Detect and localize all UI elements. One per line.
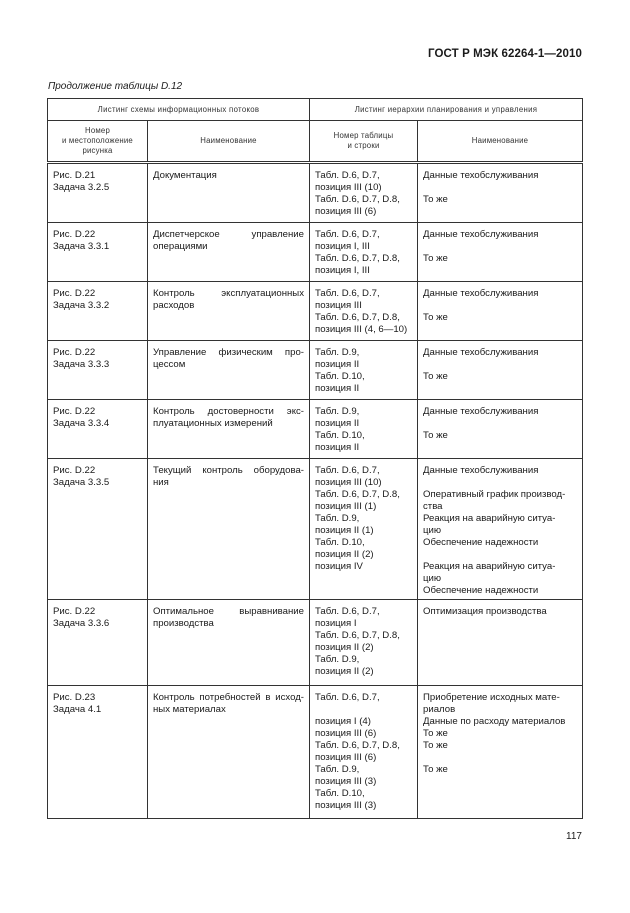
cell-line: Табл. D.6, D.7, bbox=[315, 288, 380, 299]
cell-figure bbox=[48, 223, 148, 282]
cell-line: Данные по расходу материалов bbox=[423, 716, 566, 727]
column-header-figure bbox=[48, 121, 148, 163]
cell-line: Рис. D.22 bbox=[53, 347, 96, 358]
cell-line: Табл. D.6, D.7, D.8, bbox=[315, 740, 400, 751]
cell-line: Рис. D.22 bbox=[53, 606, 96, 617]
cell-figure bbox=[48, 459, 148, 600]
cell-table-ref bbox=[310, 400, 418, 459]
cell-line: Табл. D.6, D.7, bbox=[315, 229, 380, 240]
cell-line: Рис. D.22 bbox=[53, 465, 96, 476]
cell-line: позиция II (1) bbox=[315, 525, 374, 536]
table-row bbox=[48, 686, 583, 819]
cell-line: Контроль достоверности экс- bbox=[153, 406, 304, 417]
cell-data-name bbox=[418, 400, 583, 459]
group-header-planning-hierarchy: Листинг иерархии планирования и управления bbox=[310, 99, 583, 121]
cell-table-ref bbox=[310, 686, 418, 819]
cell-line: позиция III (1) bbox=[315, 501, 377, 512]
document-code: ГОСТ Р МЭК 62264-1—2010 bbox=[428, 48, 582, 60]
cell-name bbox=[148, 459, 310, 600]
cell-data-name bbox=[418, 600, 583, 686]
cell-table-ref bbox=[310, 223, 418, 282]
cell-line: Обеспечение надежности bbox=[423, 537, 539, 548]
table-row bbox=[48, 341, 583, 400]
column-header-table-ref bbox=[310, 121, 418, 163]
cell-line: Данные техобслуживания bbox=[423, 347, 539, 358]
cell-line: позиция I bbox=[315, 618, 357, 629]
cell-line: Реакция на аварийную ситуа- bbox=[423, 513, 556, 524]
cell-name bbox=[148, 163, 310, 223]
cell-data-name bbox=[418, 163, 583, 223]
cell-line: То же bbox=[423, 312, 448, 323]
table-row bbox=[48, 223, 583, 282]
cell-line: Табл. D.6, D.7, D.8, bbox=[315, 253, 400, 264]
cell-name bbox=[148, 686, 310, 819]
cell-line: Оперативный график производ- bbox=[423, 489, 566, 500]
cell-data-name bbox=[418, 223, 583, 282]
cell-name bbox=[148, 282, 310, 341]
cell-line: Оптимальное выравнивание bbox=[153, 606, 304, 617]
cell-line: позиция II bbox=[315, 383, 360, 394]
cell-data-name bbox=[418, 686, 583, 819]
cell-line: Задача 3.3.5 bbox=[53, 477, 110, 488]
cell-name bbox=[148, 223, 310, 282]
cell-line: Табл. D.9, bbox=[315, 764, 360, 775]
cell-line: Табл. D.9, bbox=[315, 406, 360, 417]
cell-line: То же bbox=[423, 253, 448, 264]
cell-line: цию bbox=[423, 573, 442, 584]
cell-line: Задача 3.3.1 bbox=[53, 241, 110, 252]
column-header-name-left: Наименование bbox=[148, 121, 310, 163]
blank-line bbox=[423, 182, 577, 194]
cell-line: позиция III (3) bbox=[315, 776, 377, 787]
cell-line: Табл. D.6, D.7, bbox=[315, 465, 380, 476]
cell-line: Документация bbox=[153, 170, 217, 181]
cell-line: позиция III (6) bbox=[315, 206, 377, 217]
cell-line: Табл. D.9, bbox=[315, 654, 360, 665]
cell-line: цессом bbox=[153, 359, 186, 370]
column-header-line: и местоположение bbox=[62, 136, 133, 145]
cell-line: расходов bbox=[153, 300, 195, 311]
blank-line bbox=[423, 549, 577, 561]
table-row bbox=[48, 600, 583, 686]
cell-name bbox=[148, 341, 310, 400]
cell-figure bbox=[48, 282, 148, 341]
cell-line: Рис. D.22 bbox=[53, 288, 96, 299]
cell-line: Табл. D.6, D.7, bbox=[315, 692, 380, 703]
cell-line: Табл. D.10, bbox=[315, 371, 365, 382]
cell-line: То же bbox=[423, 430, 448, 441]
blank-line bbox=[315, 704, 412, 716]
cell-line: позиция IV bbox=[315, 561, 363, 572]
cell-line: Табл. D.6, D.7, D.8, bbox=[315, 489, 400, 500]
cell-line: позиция III bbox=[315, 300, 362, 311]
cell-data-name bbox=[418, 341, 583, 400]
cell-line: Реакция на аварийную ситуа- bbox=[423, 561, 556, 572]
cell-line: Табл. D.10, bbox=[315, 537, 365, 548]
cell-line: То же bbox=[423, 740, 448, 751]
cell-line: Задача 3.3.2 bbox=[53, 300, 110, 311]
cell-line: позиция I, III bbox=[315, 265, 370, 276]
column-header-name-right: Наименование bbox=[418, 121, 583, 163]
table-column-header-row bbox=[48, 121, 583, 163]
cell-line: Табл. D.9, bbox=[315, 347, 360, 358]
cell-line: ных материалах bbox=[153, 704, 226, 715]
blank-line bbox=[423, 477, 577, 489]
cell-line: производства bbox=[153, 618, 214, 629]
cell-line: Управление физическим про- bbox=[153, 347, 304, 358]
table-row bbox=[48, 459, 583, 600]
cell-name bbox=[148, 400, 310, 459]
cell-line: Задача 3.3.6 bbox=[53, 618, 110, 629]
cell-line: Табл. D.10, bbox=[315, 430, 365, 441]
cell-line: плуатационных измерений bbox=[153, 418, 273, 429]
cell-line: Рис. D.21 bbox=[53, 170, 96, 181]
cell-data-name bbox=[418, 282, 583, 341]
column-header-line: Номер bbox=[85, 126, 110, 135]
page-number: 117 bbox=[566, 831, 582, 842]
cell-table-ref bbox=[310, 282, 418, 341]
cell-figure bbox=[48, 163, 148, 223]
cell-line: Данные техобслуживания bbox=[423, 288, 539, 299]
cell-line: Рис. D.22 bbox=[53, 406, 96, 417]
cell-table-ref bbox=[310, 163, 418, 223]
cell-line: Приобретение исходных мате- bbox=[423, 692, 560, 703]
cell-table-ref bbox=[310, 459, 418, 600]
cell-line: позиция III (4, 6—10) bbox=[315, 324, 408, 335]
cell-data-name bbox=[418, 459, 583, 600]
cell-line: Задача 4.1 bbox=[53, 704, 102, 715]
cell-line: позиция III (10) bbox=[315, 477, 382, 488]
blank-line bbox=[423, 241, 577, 253]
cell-line: Текущий контроль оборудова- bbox=[153, 465, 304, 476]
cell-line: Контроль эксплуатационных bbox=[153, 288, 304, 299]
cell-line: позиция II (2) bbox=[315, 549, 374, 560]
cell-table-ref bbox=[310, 600, 418, 686]
cell-line: Рис. D.22 bbox=[53, 229, 96, 240]
cell-line: Табл. D.9, bbox=[315, 513, 360, 524]
column-header-line: рисунка bbox=[82, 146, 113, 155]
column-header-line: Номер таблицы bbox=[333, 131, 394, 140]
cell-line: позиция III (6) bbox=[315, 728, 377, 739]
cell-line: Задача 3.3.3 bbox=[53, 359, 110, 370]
cell-line: риалов bbox=[423, 704, 456, 715]
cell-line: То же bbox=[423, 728, 448, 739]
cell-line: Задача 3.3.4 bbox=[53, 418, 110, 429]
cell-line: позиция III (6) bbox=[315, 752, 377, 763]
cell-line: Табл. D.6, D.7, bbox=[315, 170, 380, 181]
blank-line bbox=[423, 752, 577, 764]
cell-line: То же bbox=[423, 371, 448, 382]
cell-line: операциями bbox=[153, 241, 208, 252]
cell-line: позиция III (3) bbox=[315, 800, 377, 811]
cell-line: Табл. D.6, D.7, D.8, bbox=[315, 194, 400, 205]
cell-line: Контроль потребностей в исход- bbox=[153, 692, 304, 703]
cell-line: Обеспечение надежности bbox=[423, 585, 539, 596]
group-header-info-flows: Листинг схемы информационных потоков bbox=[48, 99, 310, 121]
cell-figure bbox=[48, 341, 148, 400]
cell-line: То же bbox=[423, 764, 448, 775]
blank-line bbox=[423, 300, 577, 312]
cell-line: ния bbox=[153, 477, 169, 488]
table-caption: Продолжение таблицы D.12 bbox=[48, 81, 183, 92]
cell-line: позиция II (2) bbox=[315, 642, 374, 653]
cell-line: Табл. D.10, bbox=[315, 788, 365, 799]
cell-line: позиция II (2) bbox=[315, 666, 374, 677]
table-row bbox=[48, 400, 583, 459]
cell-line: Данные техобслуживания bbox=[423, 229, 539, 240]
cell-line: позиция I (4) bbox=[315, 716, 371, 727]
cell-line: То же bbox=[423, 194, 448, 205]
cell-name bbox=[148, 600, 310, 686]
cell-figure bbox=[48, 686, 148, 819]
cell-line: Табл. D.6, D.7, D.8, bbox=[315, 312, 400, 323]
cell-line: Диспетчерское управление bbox=[153, 229, 304, 240]
cell-line: позиция III (10) bbox=[315, 182, 382, 193]
cell-line: Данные техобслуживания bbox=[423, 465, 539, 476]
table-row bbox=[48, 163, 583, 223]
column-header-line: и строки bbox=[347, 141, 380, 150]
cell-line: Данные техобслуживания bbox=[423, 170, 539, 181]
cell-line: цию bbox=[423, 525, 442, 536]
cell-table-ref bbox=[310, 341, 418, 400]
cell-line: позиция II bbox=[315, 418, 360, 429]
blank-line bbox=[423, 359, 577, 371]
cell-figure bbox=[48, 400, 148, 459]
cell-line: позиция II bbox=[315, 442, 360, 453]
blank-line bbox=[423, 418, 577, 430]
cell-figure bbox=[48, 600, 148, 686]
cell-line: Табл. D.6, D.7, bbox=[315, 606, 380, 617]
cell-line: Табл. D.6, D.7, D.8, bbox=[315, 630, 400, 641]
table-group-header-row bbox=[48, 99, 583, 121]
cell-line: Задача 3.2.5 bbox=[53, 182, 110, 193]
cell-line: Оптимизация производства bbox=[423, 606, 547, 617]
cell-line: позиция II bbox=[315, 359, 360, 370]
data-table bbox=[47, 98, 583, 819]
cell-line: позиция I, III bbox=[315, 241, 370, 252]
cell-line: Рис. D.23 bbox=[53, 692, 96, 703]
cell-line: Данные техобслуживания bbox=[423, 406, 539, 417]
cell-line: ства bbox=[423, 501, 443, 512]
table-row bbox=[48, 282, 583, 341]
